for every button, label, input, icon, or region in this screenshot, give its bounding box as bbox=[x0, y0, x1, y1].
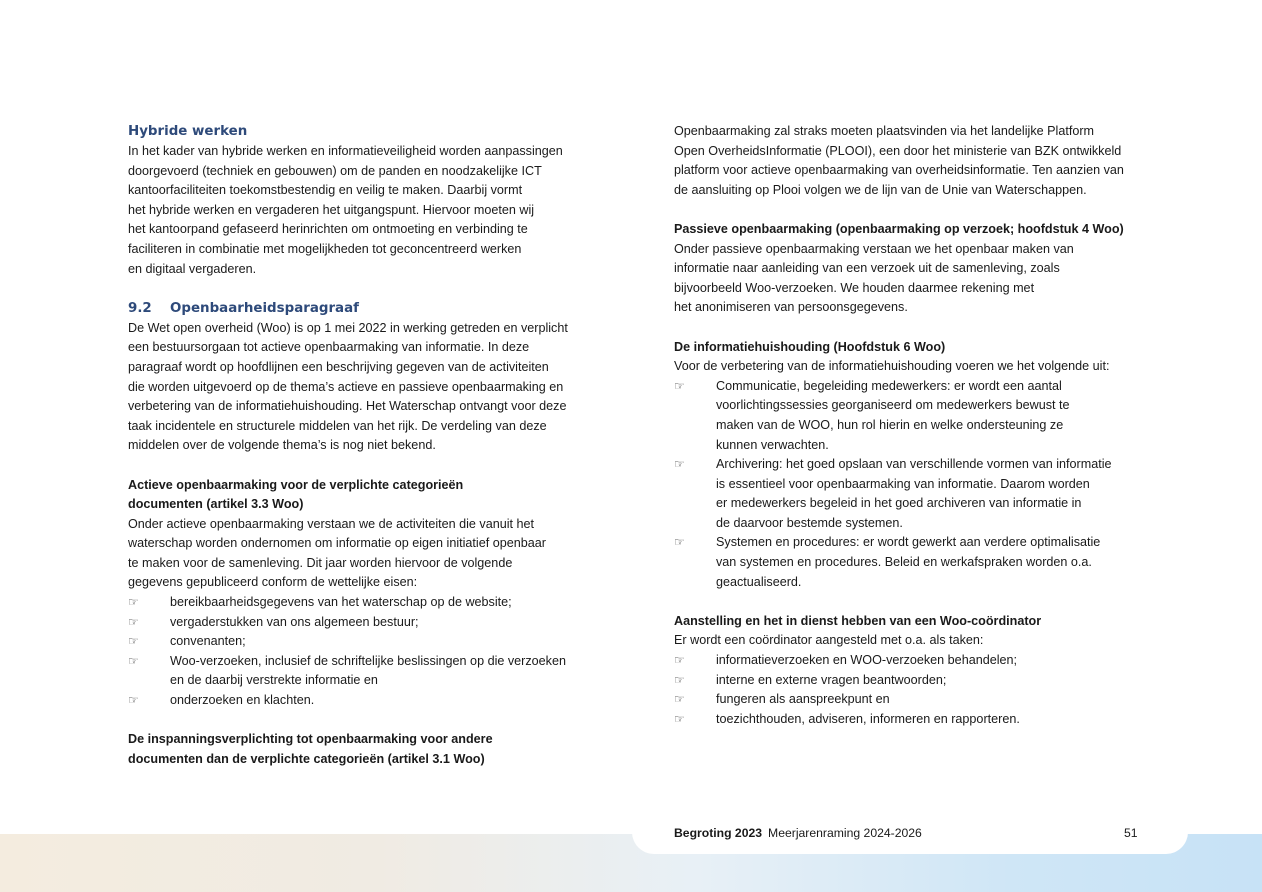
text-line: taak incidentele en structurele middelen van het rijk. De verdeling van deze bbox=[128, 418, 547, 433]
text-line: Onder passieve openbaarmaking verstaan we het openbaar maken van bbox=[674, 241, 1074, 256]
text-line: waterschap worden ondernomen om informatie op eigen initiatief openbaar bbox=[128, 536, 546, 551]
list-item-line: Archivering: het goed opslaan van verschillende vormen van informatie bbox=[716, 457, 1112, 472]
list-item-line: interne en externe vragen beantwoorden; bbox=[716, 672, 947, 687]
list-item bbox=[674, 710, 1144, 730]
hand-pointer-icon: ☞ bbox=[128, 693, 139, 708]
text-line: de aansluiting op Plooi volgen we de lijn van de Unie van Waterschappen. bbox=[674, 182, 1087, 197]
coord-intro: Er wordt een coördinator aangesteld met o.a. als taken: bbox=[674, 633, 984, 648]
text-line: Actieve openbaarmaking voor de verplichte categorieën bbox=[128, 477, 464, 492]
list-item bbox=[674, 690, 1144, 710]
text-line: De inspanningsverplichting tot openbaarmaking voor andere bbox=[128, 732, 493, 747]
heading-informatiehuishouding: De informatiehuishouding (Hoofdstuk 6 Woo) bbox=[674, 339, 946, 354]
list-item bbox=[674, 671, 1144, 691]
text-line: kantoorfaciliteiten toekomstbestendig en veilig te maken. Daarbij vormt bbox=[128, 183, 523, 198]
actieve-paragraph bbox=[128, 515, 598, 593]
text-line: te maken voor de samenleving. Dit jaar worden hiervoor de volgende bbox=[128, 555, 513, 570]
text-line: een bestuursorgaan tot actieve openbaarmaking van informatie. In deze bbox=[128, 340, 530, 355]
text-line: die worden uitgevoerd op de thema’s actieve en passieve openbaarmaking en bbox=[128, 379, 564, 394]
actieve-bullet-list bbox=[128, 593, 598, 711]
text-line: informatie naar aanleiding van een verzoek uit de samenleving, zoals bbox=[674, 261, 1060, 276]
section-title: Openbaarheidsparagraaf bbox=[170, 300, 359, 316]
text-line: platform voor actieve openbaarmaking van overheidsinformatie. Ten aanzien van bbox=[674, 163, 1124, 178]
heading-passieve-openbaarmaking: Passieve openbaarmaking (openbaarmaking op verzoek; hoofdstuk 4 Woo) bbox=[674, 221, 1124, 236]
text-line: middelen over de volgende thema’s is nog niet bekend. bbox=[128, 438, 436, 453]
text-line: De Wet open overheid (Woo) is op 1 mei 2022 in werking getreden en verplicht bbox=[128, 320, 568, 335]
section-heading bbox=[128, 299, 598, 319]
list-item-line: bereikbaarheidsgegevens van het waterschap op de website; bbox=[170, 595, 512, 610]
list-item bbox=[674, 455, 1144, 533]
footer-subtitle: Meerjarenraming 2024-2026 bbox=[768, 826, 922, 840]
list-item-line: en de daarbij verstrekte informatie en bbox=[170, 673, 378, 688]
hybride-paragraph bbox=[128, 142, 598, 279]
hand-pointer-icon: ☞ bbox=[128, 653, 139, 668]
hand-pointer-icon: ☞ bbox=[674, 711, 685, 726]
info-intro: Voor de verbetering van de informatiehuishouding voeren we het volgende uit: bbox=[674, 359, 1110, 374]
text-line: doorgevoerd (techniek en gebouwen) om de panden en noodzakelijke ICT bbox=[128, 163, 542, 178]
heading-woo-coordinator: Aanstelling en het in dienst hebben van een Woo-coördinator bbox=[674, 613, 1042, 628]
plooi-paragraph bbox=[674, 122, 1144, 200]
info-bullet-list bbox=[674, 377, 1144, 593]
list-item bbox=[674, 651, 1144, 671]
text-line: en digitaal vergaderen. bbox=[128, 261, 257, 276]
text-line: het hybride werken en vergaderen het uitgangspunt. Hiervoor moeten wij bbox=[128, 202, 535, 217]
list-item-line: onderzoeken en klachten. bbox=[170, 693, 315, 708]
passieve-paragraph bbox=[674, 240, 1144, 318]
hand-pointer-icon: ☞ bbox=[674, 692, 685, 707]
hand-pointer-icon: ☞ bbox=[128, 634, 139, 649]
heading-actieve-openbaarmaking bbox=[128, 476, 598, 515]
list-item-line: Woo-verzoeken, inclusief de schriftelijke beslissingen op die verzoeken bbox=[170, 653, 566, 668]
list-item-line: toezichthouden, adviseren, informeren en rapporteren. bbox=[716, 711, 1020, 726]
hand-pointer-icon: ☞ bbox=[128, 595, 139, 610]
list-item-line: maken van de WOO, hun rol hierin en welke ondersteuning ze bbox=[716, 417, 1064, 432]
list-item bbox=[128, 632, 598, 652]
list-item bbox=[128, 593, 598, 613]
text-line: gegevens gepubliceerd conform de wettelijke eisen: bbox=[128, 575, 418, 590]
section-number: 9.2 bbox=[128, 300, 152, 316]
list-item-line: vergaderstukken van ons algemeen bestuur; bbox=[170, 614, 419, 629]
heading-inspanningsverplichting bbox=[128, 730, 598, 769]
hand-pointer-icon: ☞ bbox=[674, 535, 685, 550]
text-line: In het kader van hybride werken en informatieveiligheid worden aanpassingen bbox=[128, 144, 563, 158]
footer-text bbox=[674, 826, 922, 840]
list-item-line: fungeren als aanspreekpunt en bbox=[716, 692, 890, 707]
list-item bbox=[674, 377, 1144, 455]
hand-pointer-icon: ☞ bbox=[674, 672, 685, 687]
list-item bbox=[128, 652, 598, 691]
page-number: 51 bbox=[1124, 826, 1138, 840]
text-line: paragraaf wordt op hoofdlijnen een beschrijving gegeven van de activiteiten bbox=[128, 359, 549, 374]
hand-pointer-icon: ☞ bbox=[674, 457, 685, 472]
text-line: documenten dan de verplichte categorieën (artikel 3.1 Woo) bbox=[128, 751, 485, 766]
coord-bullet-list bbox=[674, 651, 1144, 729]
list-item-line: er medewerkers begeleid in het goed archiveren van informatie in bbox=[716, 496, 1082, 511]
right-column bbox=[674, 122, 1144, 729]
hand-pointer-icon: ☞ bbox=[674, 378, 685, 393]
hand-pointer-icon: ☞ bbox=[674, 653, 685, 668]
heading-hybride-werken: Hybride werken bbox=[128, 124, 248, 139]
list-item-line: geactualiseerd. bbox=[716, 574, 802, 589]
text-line: bijvoorbeeld Woo-verzoeken. We houden daarmee rekening met bbox=[674, 280, 1035, 295]
text-line: het anonimiseren van persoonsgegevens. bbox=[674, 300, 908, 315]
text-line: Onder actieve openbaarmaking verstaan we de activiteiten die vanuit het bbox=[128, 516, 535, 531]
hand-pointer-icon: ☞ bbox=[128, 614, 139, 629]
list-item-line: Communicatie, begeleiding medewerkers: er wordt een aantal bbox=[716, 378, 1062, 393]
woo-paragraph bbox=[128, 319, 598, 456]
list-item-line: voorlichtingssessies georganiseerd om medewerkers bewust te bbox=[716, 398, 1070, 413]
text-line: het kantoorpand gefaseerd herinrichten om ontmoeting en verbinding te bbox=[128, 222, 528, 237]
left-column bbox=[128, 122, 598, 769]
list-item-line: informatieverzoeken en WOO-verzoeken behandelen; bbox=[716, 653, 1018, 668]
list-item-line: Systemen en procedures: er wordt gewerkt aan verdere optimalisatie bbox=[716, 535, 1101, 550]
list-item bbox=[128, 613, 598, 633]
text-line: Openbaarmaking zal straks moeten plaatsvinden via het landelijke Platform bbox=[674, 124, 1095, 138]
text-line: verbetering van de informatiehuishouding. Het Waterschap ontvangt voor deze bbox=[128, 399, 567, 414]
footer-title: Begroting 2023 bbox=[674, 826, 763, 840]
text-line: documenten (artikel 3.3 Woo) bbox=[128, 497, 304, 512]
list-item-line: kunnen verwachten. bbox=[716, 437, 829, 452]
text-line: faciliteren in combinatie met mogelijkheden tot geconcentreerd werken bbox=[128, 241, 522, 256]
list-item-line: van systemen en procedures. Beleid en werkafspraken worden o.a. bbox=[716, 555, 1092, 570]
list-item-line: is essentieel voor openbaarmaking van informatie. Daarom worden bbox=[716, 476, 1090, 491]
list-item bbox=[674, 533, 1144, 592]
list-item-line: de daarvoor bestemde systemen. bbox=[716, 515, 903, 530]
text-line: Open OverheidsInformatie (PLOOI), een door het ministerie van BZK ontwikkeld bbox=[674, 143, 1122, 158]
list-item bbox=[128, 691, 598, 711]
list-item-line: convenanten; bbox=[170, 634, 246, 649]
